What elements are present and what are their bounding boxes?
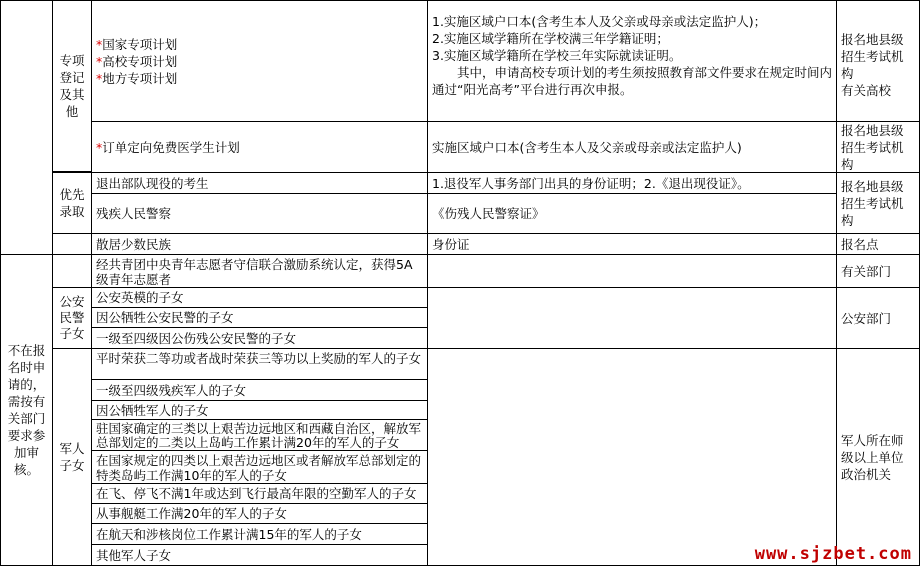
category-special: 专项登记及其他 bbox=[52, 0, 92, 172]
plan-medical: *订单定向免费医学生计划 bbox=[91, 121, 428, 173]
requirements-medical: 实施区域户口本(含考生本人及父亲或母亲或法定监护人) bbox=[427, 121, 837, 173]
priority-veteran-req: 1.退役军人事务部门出具的身份证明；2.《退出现役证》。 bbox=[427, 172, 837, 194]
category-priority: 优先录取 bbox=[52, 172, 92, 234]
org-military: 军人所在师级以上单位政治机关 bbox=[836, 348, 920, 566]
org-special: 报名地县级招生考试机构 有关高校 bbox=[836, 0, 920, 122]
blank-volunteer-cat bbox=[52, 254, 92, 288]
police-req bbox=[427, 287, 837, 349]
priority-police: 残疾人民警察 bbox=[91, 193, 428, 234]
police-item: 因公牺牲公安民警的子女 bbox=[91, 307, 428, 328]
military-item: 在国家规定的四类以上艰苦边远地区或者解放军总部划定的特类岛屿工作满10年的军人的子女 bbox=[91, 450, 428, 484]
org-police: 公安部门 bbox=[836, 287, 920, 349]
blank-minority-cat bbox=[52, 233, 92, 255]
org-priority: 报名地县级招生考试机构 bbox=[836, 172, 920, 234]
plan-national: 国家专项计划 bbox=[102, 36, 178, 52]
plan-local: 地方专项计划 bbox=[102, 70, 178, 86]
org-volunteer: 有关部门 bbox=[836, 254, 920, 288]
priority-minority-req: 身份证 bbox=[427, 233, 837, 255]
police-item: 公安英模的子女 bbox=[91, 287, 428, 308]
requirements-special: 1.实施区域户口本(含考生本人及父亲或母亲或法定监护人)； 2.实施区域学籍所在学校满三年学籍证明； 3.实施区域学籍所在学校三年实际就读证明。 其中，申请高校专项计划的考生须按照教育部文件要求在规定时间内通过“阳光高考”平台进行再次申报。 bbox=[427, 0, 837, 122]
category-military-children: 军人子女 bbox=[52, 348, 92, 566]
military-item: 驻国家确定的三类以上艰苦边远地区和西藏自治区，解放军总部划定的二类以上岛屿工作累计满20年的军人的子女 bbox=[91, 419, 428, 451]
military-item: 一级至四级残疾军人的子女 bbox=[91, 379, 428, 401]
military-req bbox=[427, 348, 837, 566]
blank-cell bbox=[0, 0, 53, 255]
org-medical: 报名地县级招生考试机构 bbox=[836, 121, 920, 173]
military-item: 因公牺牲军人的子女 bbox=[91, 400, 428, 420]
plan-university: 高校专项计划 bbox=[102, 53, 178, 69]
left-note: 不在报名时申请的，需按有关部门要求参加审核。 bbox=[0, 254, 53, 566]
military-item: 在飞、停飞不满1年或达到飞行最高年限的空勤军人的子女 bbox=[91, 483, 428, 504]
volunteer-req bbox=[427, 254, 837, 288]
category-police-children: 公安民警子女 bbox=[52, 287, 92, 349]
priority-veteran: 退出部队现役的考生 bbox=[91, 172, 428, 194]
priority-minority: 散居少数民族 bbox=[91, 233, 428, 255]
volunteer-row: 经共青团中央青年志愿者守信联合激励系统认定，获得5A级青年志愿者 bbox=[91, 254, 428, 288]
plans-special: *国家专项计划 *高校专项计划 *地方专项计划 bbox=[91, 0, 428, 122]
org-minority: 报名点 bbox=[836, 233, 920, 255]
watermark: www.sjzbet.com bbox=[754, 544, 912, 564]
military-item: 平时荣获二等功或者战时荣获三等功以上奖励的军人的子女 bbox=[91, 348, 428, 380]
police-item: 一级至四级因公伤残公安民警的子女 bbox=[91, 327, 428, 349]
military-item: 从事舰艇工作满20年的军人的子女 bbox=[91, 503, 428, 524]
military-item: 其他军人子女 bbox=[91, 544, 428, 566]
priority-police-req: 《伤残人民警察证》 bbox=[427, 193, 837, 234]
military-item: 在航天和涉核岗位工作累计满15年的军人的子女 bbox=[91, 523, 428, 545]
